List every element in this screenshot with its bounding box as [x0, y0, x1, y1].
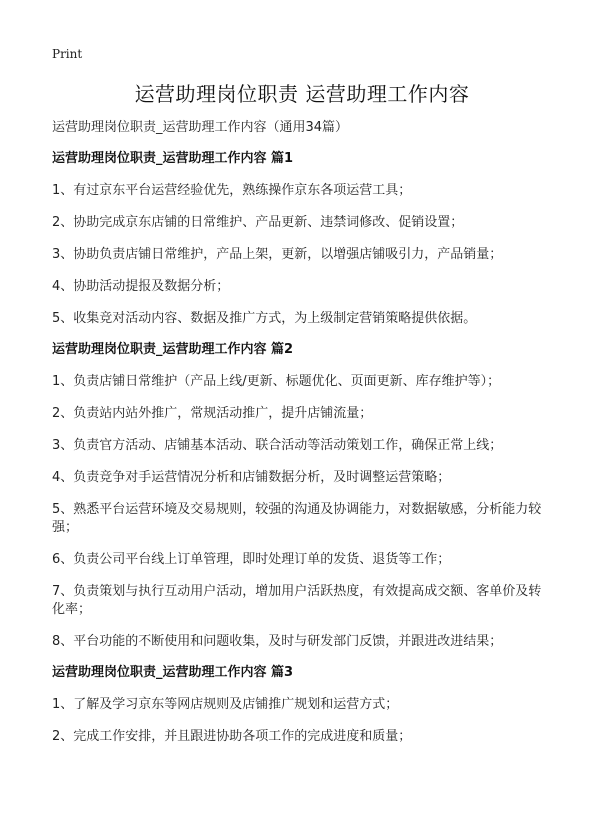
list-item: 5、收集竞对活动内容、数据及推广方式，为上级制定营销策略提供依据。: [52, 311, 477, 326]
list-item: 5、熟悉平台运营环境及交易规则，较强的沟通及协调能力，对数据敏感，分析能力较强；: [52, 502, 542, 535]
list-item: 6、负责公司平台线上订单管理，即时处理订单的发货、退货等工作；: [52, 552, 451, 567]
section-item-list: [52, 373, 552, 651]
list-item: 8、平台功能的不断使用和问题收集，及时与研发部门反馈，并跟进改进结果；: [52, 634, 503, 649]
document-subtitle: 运营助理岗位职责_运营助理工作内容（通用34篇）: [52, 120, 349, 135]
document-title: 运营助理岗位职责 运营助理工作内容: [134, 82, 470, 106]
list-item: 2、负责站内站外推广，常规活动推广，提升店铺流量；: [52, 406, 373, 421]
list-item: 2、完成工作安排，并且跟进协助各项工作的完成进度和质量；: [52, 729, 412, 744]
section-item-list: [52, 696, 552, 746]
list-item: 2、协助完成京东店铺的日常维护、产品更新、违禁词修改、促销设置；: [52, 215, 464, 230]
list-item: 4、负责竞争对手运营情况分析和店铺数据分析，及时调整运营策略；: [52, 470, 451, 485]
list-item: 3、协助负责店铺日常维护，产品上架，更新，以增强店铺吸引力，产品销量；: [52, 247, 503, 262]
print-label: Print: [52, 47, 83, 61]
list-item: 7、负责策划与执行互动用户活动，增加用户活跃热度，有效提高成交额、客单价及转化率；: [52, 584, 542, 617]
list-item: 1、有过京东平台运营经验优先，熟练操作京东各项运营工具；: [52, 183, 412, 198]
list-item: 3、负责官方活动、店铺基本活动、联合活动等活动策划工作，确保正常上线；: [52, 438, 503, 453]
list-item: 1、负责店铺日常维护（产品上线/更新、标题优化、页面更新、库存维护等）；: [52, 374, 501, 389]
section-item-list: [52, 182, 552, 328]
section-heading: 运营助理岗位职责_运营助理工作内容 篇3: [52, 665, 294, 680]
section-heading: 运营助理岗位职责_运营助理工作内容 篇2: [52, 342, 294, 357]
list-item: 1、了解及学习京东等网店规则及店铺推广规划和运营方式；: [52, 697, 399, 712]
list-item: 4、协助活动提报及数据分析；: [52, 279, 230, 294]
section-heading: 运营助理岗位职责_运营助理工作内容 篇1: [52, 151, 294, 166]
